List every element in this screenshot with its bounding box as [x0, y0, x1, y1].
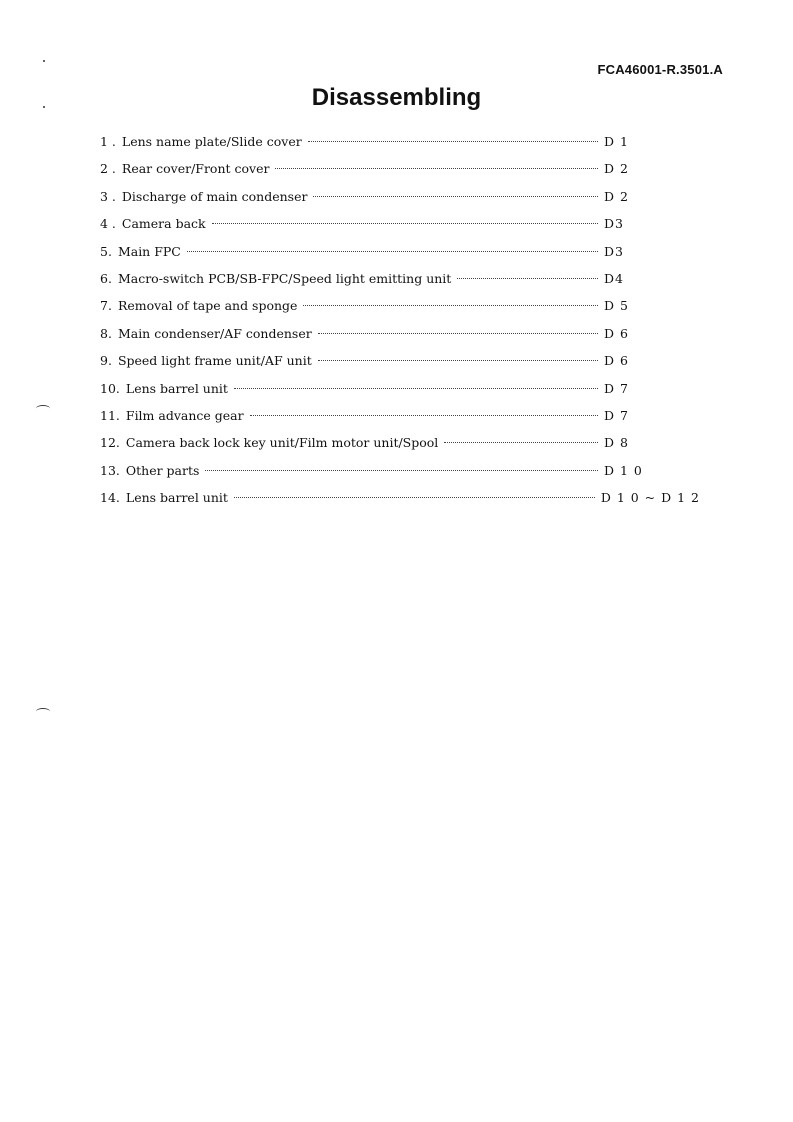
toc-entry-number: 13. — [100, 462, 120, 478]
toc-entry-number: 10. — [100, 380, 120, 396]
toc-entry — [100, 324, 700, 351]
dot-leader — [187, 251, 598, 252]
toc-entry-page: D 6 — [604, 325, 629, 341]
toc-entry — [100, 187, 700, 214]
toc-entry-label: Main condenser/AF condenser — [117, 325, 312, 341]
toc-entry-label: Lens barrel unit — [125, 490, 228, 506]
toc-entry-number: 8. — [100, 325, 112, 341]
toc-entry-number: 5. — [100, 243, 112, 259]
toc-entry — [100, 269, 700, 296]
toc-entry-page: D 1 0 ~ D 1 2 — [600, 490, 700, 506]
table-of-contents — [100, 132, 700, 515]
toc-entry-label: Removal of tape and sponge — [117, 298, 298, 314]
toc-entry-label: Lens barrel unit — [125, 380, 228, 396]
toc-entry-label: Macro-switch PCB/SB-FPC/Speed light emitting unit — [117, 270, 452, 286]
toc-entry-number: 6. — [100, 270, 112, 286]
toc-entry-label: Main FPC — [117, 243, 181, 259]
toc-entry-page: D3 — [604, 216, 624, 232]
dot-leader — [250, 415, 598, 416]
toc-entry-label: Other parts — [125, 462, 200, 478]
dot-leader — [212, 223, 598, 224]
toc-entry-page: D 1 — [604, 134, 629, 149]
toc-entry-label: Discharge of main condenser — [121, 188, 308, 204]
toc-entry — [100, 351, 700, 378]
toc-entry-page: D 7 — [604, 407, 629, 423]
toc-entry — [100, 214, 700, 241]
dot-leader — [318, 333, 598, 334]
toc-entry — [100, 159, 700, 186]
dot-leader — [205, 470, 598, 471]
margin-mark — [36, 708, 50, 715]
margin-mark — [36, 405, 50, 412]
toc-entry-page: D3 — [604, 243, 624, 259]
dot-leader — [313, 196, 598, 197]
toc-entry-page: D 2 — [604, 188, 629, 204]
toc-entry — [100, 406, 700, 433]
dot-leader — [234, 388, 598, 389]
toc-entry-page: D 8 — [604, 435, 629, 451]
toc-entry — [100, 379, 700, 406]
dot-leader — [275, 168, 598, 169]
toc-entry-number: 1 . — [100, 134, 116, 149]
toc-entry — [100, 132, 700, 159]
toc-entry-label: Camera back lock key unit/Film motor unit/Spool — [125, 435, 439, 451]
toc-entry — [100, 242, 700, 269]
toc-entry-page: D 7 — [604, 380, 629, 396]
dot-leader — [303, 305, 598, 306]
toc-entry-page: D 1 0 — [604, 462, 643, 478]
toc-entry-number: 14. — [100, 490, 120, 506]
toc-entry-number: 9. — [100, 353, 112, 369]
toc-entry-label: Speed light frame unit/AF unit — [117, 353, 312, 369]
toc-entry — [100, 488, 700, 515]
toc-entry-label: Lens name plate/Slide cover — [121, 134, 302, 149]
toc-entry-page: D 6 — [604, 353, 629, 369]
page-title: Disassembling — [311, 84, 482, 111]
toc-entry-number: 4 . — [100, 216, 116, 232]
document-code: FCA46001-R.3501.A — [597, 62, 723, 77]
toc-entry-label: Camera back — [121, 216, 206, 232]
dot-leader — [444, 442, 598, 443]
toc-entry-label: Film advance gear — [125, 407, 244, 423]
toc-entry-label: Rear cover/Front cover — [121, 161, 270, 177]
toc-entry — [100, 461, 700, 488]
dot-leader — [234, 497, 595, 498]
toc-entry — [100, 296, 700, 323]
toc-entry — [100, 433, 700, 460]
toc-entry-page: D 5 — [604, 298, 629, 314]
toc-entry-number: 7. — [100, 298, 112, 314]
dot-leader — [308, 141, 598, 142]
margin-mark — [43, 60, 45, 62]
toc-entry-number: 12. — [100, 435, 120, 451]
dot-leader — [318, 360, 598, 361]
toc-entry-page: D4 — [604, 270, 624, 286]
toc-entry-page: D 2 — [604, 161, 629, 177]
toc-entry-number: 11. — [100, 407, 120, 423]
dot-leader — [457, 278, 598, 279]
toc-entry-number: 2 . — [100, 161, 116, 177]
toc-entry-number: 3 . — [100, 188, 116, 204]
